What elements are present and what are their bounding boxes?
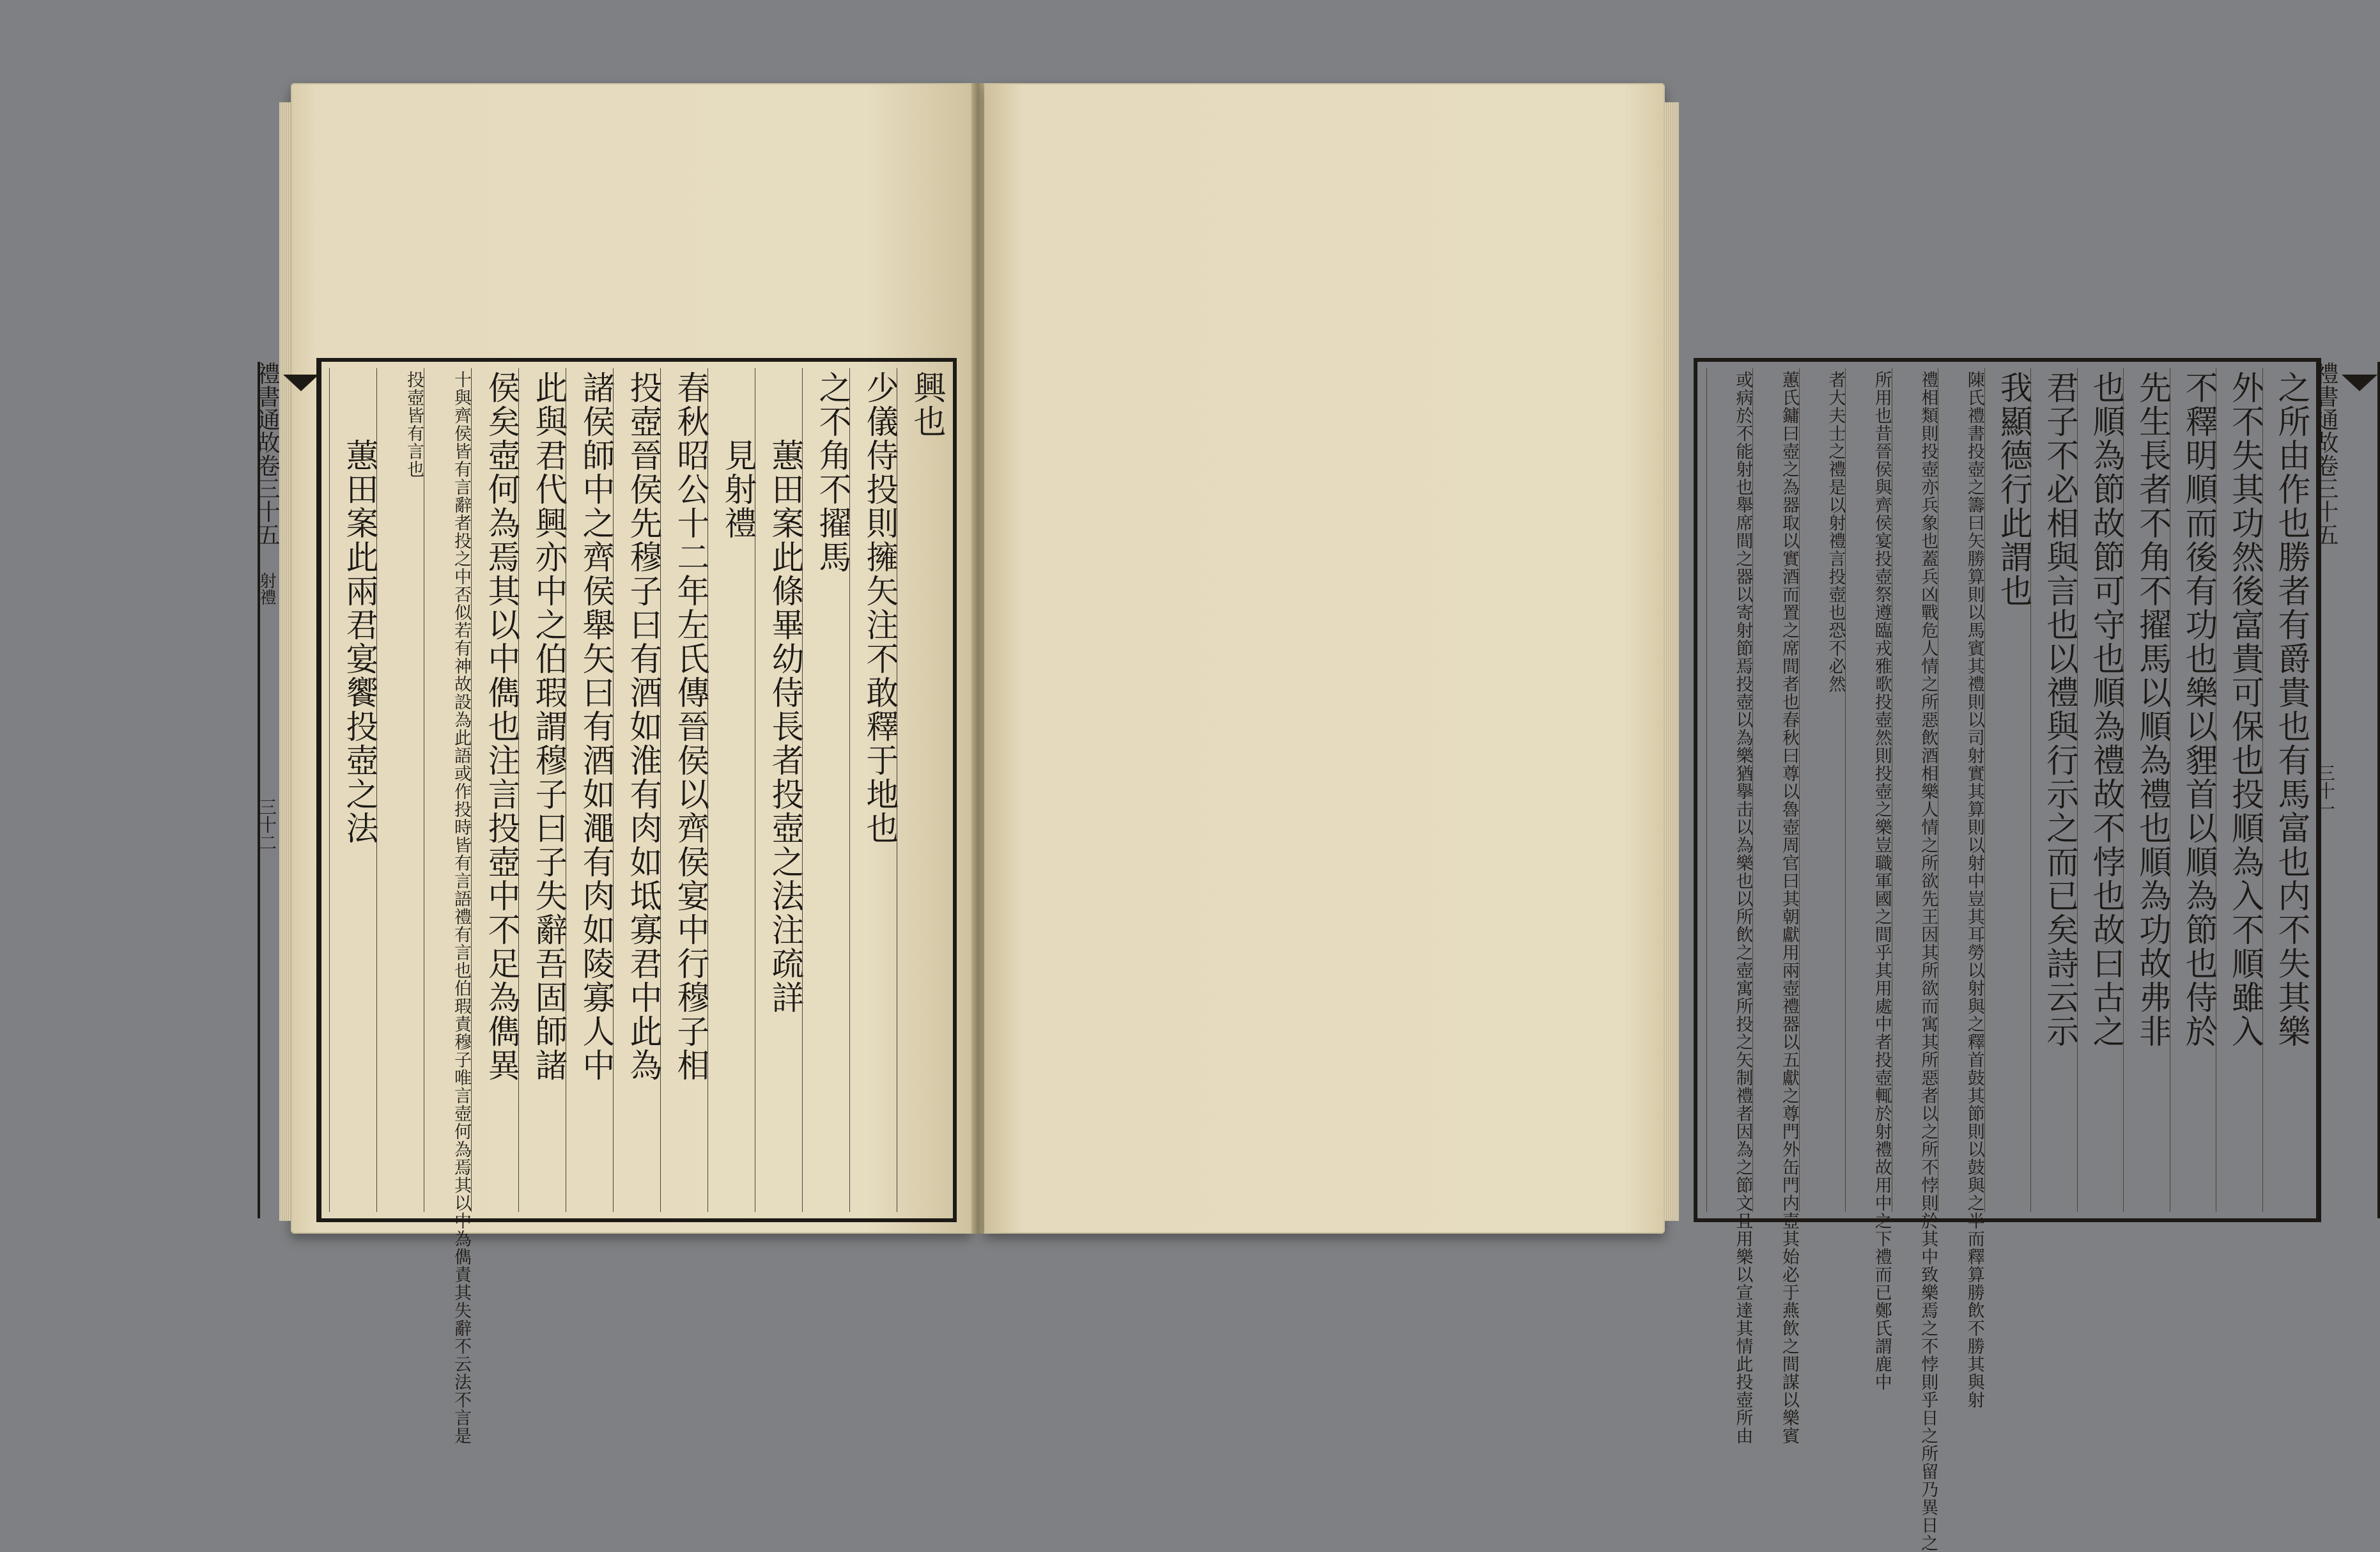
commentary-line: 王因其所欲而寓其所惡者以之所不悖則於其中致樂焉之不悖則乎日之所留乃異日之 <box>1918 908 1938 1552</box>
commentary-column <box>1706 368 1753 1445</box>
left-banner-section: 射禮 <box>257 572 276 605</box>
commentary-line: 蕙氏鏞曰壺之為器取以實酒而置之席間者也春秋曰尊以魯壺周官曰其 <box>1779 371 1799 908</box>
text-column: 也順為節故節可守也順為禮故不悖也故曰古之 <box>2077 368 2123 1212</box>
commentary-line: 所用也昔晉侯與齊侯宴投壺祭遵臨戎雅歌投壺然則投壺之樂豈 <box>1871 371 1892 854</box>
fish-tail-mark-icon <box>283 375 319 391</box>
commentary-column <box>376 368 424 1212</box>
text-column: 之不角不擢馬 <box>802 368 849 1212</box>
left-columns <box>329 368 945 1445</box>
commentary-column <box>1938 368 1984 1409</box>
text-column: 蕙田案此兩君宴饗投壺之法 <box>329 368 376 1212</box>
left-banner-folio: 三十二 <box>256 798 277 851</box>
commentary-line: 陳氏禮書投壺之籌曰矢勝算則以馬賓其禮則以司射實其算則以射中豈 <box>1964 371 1984 908</box>
left-text-frame <box>254 358 957 1445</box>
text-column: 先生長者不角不擢馬以順為禮也順為功故弗非 <box>2123 368 2169 1212</box>
right-columns <box>1706 368 2310 1552</box>
right-text-frame <box>1694 358 2338 1552</box>
open-book <box>254 77 2338 1552</box>
text-column: 不釋明順而後有功也樂以貍首以順為節也侍於 <box>2170 368 2216 1212</box>
text-column: 我顯德行此謂也 <box>1984 368 2030 1212</box>
text-column: 此與君代興亦中之伯瑕謂穆子曰子失辭吾固師諸 <box>518 368 566 1212</box>
right-banner-title: 禮書通故卷三十五 <box>2312 362 2338 546</box>
commentary-line: 有言也 <box>404 424 424 478</box>
text-column: 投壺晉侯先穆子曰有酒如淮有肉如坻寡君中此為 <box>613 368 660 1212</box>
text-column: 少儀侍投則擁矢注不敢釋于地也 <box>849 368 897 1212</box>
left-banner-title: 禮書通故卷三十五 <box>254 362 280 546</box>
fish-tail-mark-icon <box>2342 375 2377 391</box>
commentary-column <box>1845 368 1892 1391</box>
book-gutter <box>971 83 984 1234</box>
text-column: 之所由作也勝者有爵貴也有馬富也内不失其樂 <box>2262 368 2308 1212</box>
text-column: 外不失其功然後富貴可保也投順為入不順雖入 <box>2216 368 2262 1212</box>
commentary-line: 職軍國之間乎其用處中者投壺輒於射禮故用中之下禮而已鄭氏謂鹿中 <box>1871 854 1892 1391</box>
left-banner <box>254 362 321 1218</box>
text-column: 蕙田案此條畢幼侍長者投壺之法注疏詳 <box>755 368 802 1212</box>
commentary-line: 所飲之壺寓所投之矢制禮者因為之節文且用樂以宣達其情此投壺所由 <box>1733 908 1753 1445</box>
commentary-column <box>1752 368 1799 1445</box>
commentary-line: 或病於不能射也舉席間之器以寄射節焉投壺以為樂猶擧击以為樂也以 <box>1733 371 1753 908</box>
commentary-line: 朝獻用兩壺禮器以五獻之尊門外缶門内壺其始必于燕飲之間謀以樂賓 <box>1779 908 1799 1445</box>
text-column: 侯矣壺何為焉其以中儁也注言投壺中不足為儁異 <box>471 368 518 1212</box>
text-column: 春秋昭公十二年左氏傳晉侯以齊侯宴中行穆子相 <box>660 368 707 1212</box>
commentary-line: 禮相類則投壺亦兵象也蓋兵凶戰危人情之所惡飲酒相樂人情之所欲先 <box>1918 371 1938 908</box>
text-column: 君子不必相與言也以禮與行示之而已矣詩云示 <box>2030 368 2076 1212</box>
commentary-line: 者大夫士之禮是以射 <box>1825 371 1846 532</box>
right-banner <box>2312 362 2380 1218</box>
right-page <box>984 83 2338 1552</box>
commentary-line: 禮言投壺也恐不必然 <box>1825 532 1846 693</box>
text-column: 諸侯師中之齊侯舉矢曰有酒如澠有肉如陵寡人中 <box>566 368 613 1212</box>
right-page-edges <box>1665 102 1679 1221</box>
left-page <box>254 83 971 1445</box>
right-banner-folio: 三十一 <box>2315 764 2336 818</box>
commentary-column <box>424 368 471 1445</box>
text-column: 興也 <box>897 368 944 1212</box>
commentary-line: 其耳勞以射與之釋首鼓其節則以鼓與之半而釋算勝飲不勝其與射 <box>1964 908 1984 1409</box>
commentary-line: 投壺皆 <box>404 371 424 424</box>
text-column: 見射禮 <box>707 368 755 1212</box>
commentary-column <box>1799 368 1845 1212</box>
commentary-column <box>1892 368 1938 1552</box>
commentary-line: 有言也伯瑕責穆子唯言壺何為焉其以中為儁責其失辭不云法不言是 <box>451 926 471 1445</box>
commentary-line: 十與齊侯皆有言辭者投之中否似若有神故設為此語或作投時皆有言語禮 <box>451 371 471 926</box>
